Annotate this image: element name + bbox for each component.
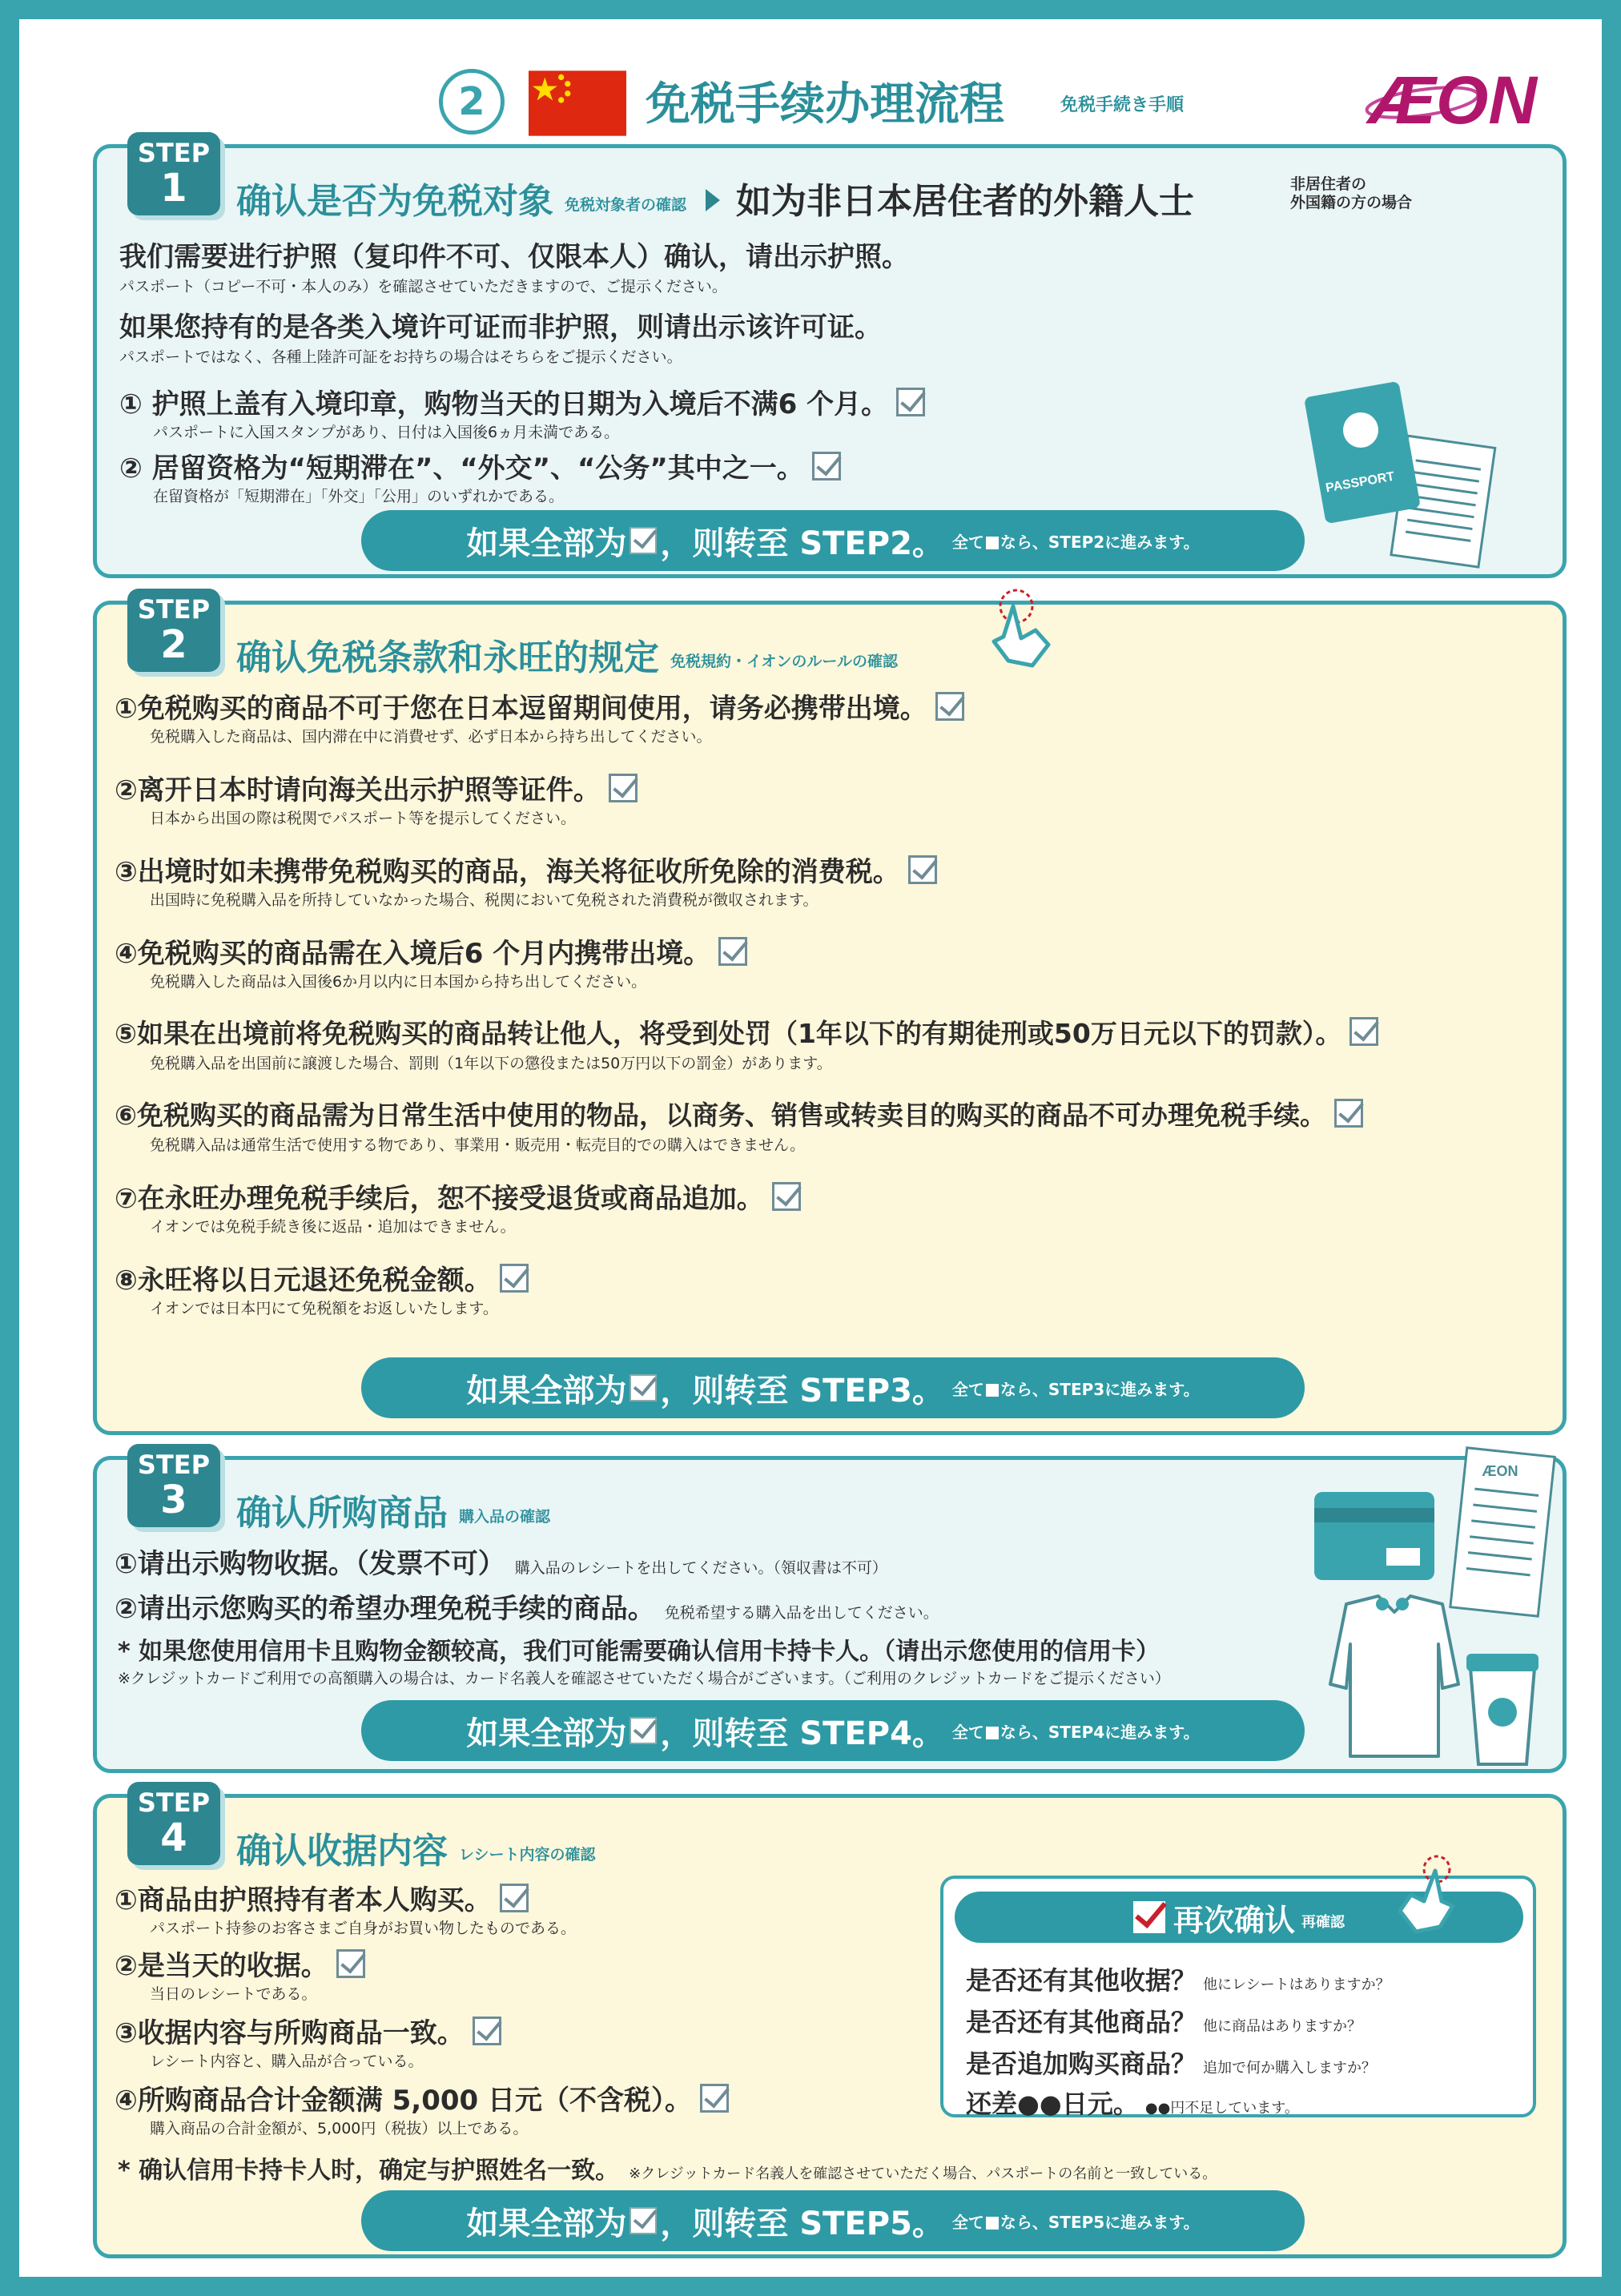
checkbox-icon	[1349, 1017, 1378, 1046]
step2-item-6-jp: 免税購入品は通常生活で使用する物であり、事業用・販売用・転売目的での購入はできません。	[150, 1136, 806, 1154]
step4-item-2-jp: 当日のレシートである。	[150, 1985, 317, 2003]
pointing-hand-icon	[1392, 1855, 1464, 1935]
step2-item-7: ⑦在永旺办理免税手续后，恕不接受退货或商品追加。	[115, 1176, 801, 1216]
step2-badge: STEP 2	[127, 589, 220, 672]
receipt-logo: ÆON	[1482, 1463, 1518, 1479]
step3-next-banner: 如果全部为 ，则转至 STEP4。 全て なら、STEP4に進みます。	[361, 1700, 1305, 1761]
step1-item-2: ② 居留资格为“短期滞在”、“外交”、“公务”其中之一。	[119, 446, 841, 485]
checkbox-icon	[935, 692, 964, 721]
checkbox-icon	[908, 855, 937, 884]
step1-item-1: ① 护照上盖有入境印章，购物当天的日期为入境后不满6 个月。	[119, 382, 925, 421]
aeon-logo-text: ÆON	[1369, 62, 1537, 138]
step1-permit-text: 如果您持有的是各类入境许可证而非护照，则请出示该许可证。	[119, 312, 882, 344]
step4-item-2: ②是当天的收据。	[115, 1944, 365, 1983]
arrow-right-icon	[706, 189, 720, 211]
aeon-logo	[1333, 61, 1573, 141]
recheck-q4: 还差●●日元。 ●●円不足しています。	[966, 2089, 1299, 2119]
checkbox-icon	[986, 1727, 999, 1739]
checkbox-icon	[700, 2084, 729, 2113]
recheck-header: 再次确认 再確認	[955, 1892, 1523, 1943]
step1-passport-text-jp: パスポート（コピー不可・本人のみ）を確認させていただきますので、ご提示ください。	[119, 278, 727, 296]
checkbox-icon	[896, 388, 925, 416]
step3-title: 确认所购商品 購入品の確認	[236, 1493, 551, 1534]
checkbox-icon	[609, 774, 638, 802]
checkbox-icon	[629, 527, 657, 554]
page-title: 免税手续办理流程	[646, 78, 1004, 131]
step1-permit-text-jp: パスポートではなく、各種上陸許可証をお持ちの場合はそちらをご提示ください。	[119, 348, 682, 366]
step1-section	[93, 138, 1567, 578]
checkbox-icon	[986, 1384, 999, 1397]
step2-item-1-jp: 免税購入した商品は、国内滞在中に消費せず、必ず日本から持ち出してください。	[150, 728, 712, 746]
checkbox-icon	[1334, 1099, 1363, 1128]
step2-item-2: ②离开日本时请向海关出示护照等证件。	[115, 768, 638, 807]
step1-item-1-jp: パスポートに入国スタンプがあり、日付は入国後6ヵ月未満である。	[153, 424, 620, 441]
step2-title: 确认免税条款和永旺的规定 免税規約・イオンのルールの確認	[236, 637, 899, 678]
step1-passport-text: 我们需要进行护照（复印件不可、仅限本人）确认，请出示护照。	[119, 241, 909, 273]
step-number-circle: 2	[439, 69, 505, 135]
step2-item-8: ⑧永旺将以日元退还免税金额。	[115, 1258, 529, 1297]
step2-item-7-jp: イオンでは免税手続き後に返品・追加はできません。	[150, 1218, 516, 1236]
step2-item-4: ④免税购买的商品需在入境后6 个月内携带出境。	[115, 931, 747, 971]
step3-note-jp: ※クレジットカードご利用での高額購入の場合は、カード名義人を確認させていただく場合がございます。（ご利用のクレジットカードをご提示ください）	[118, 1670, 1170, 1687]
step4-item-4-jp: 購入商品の合計金額が、5,000円（税抜）以上である。	[150, 2120, 529, 2137]
step2-item-6: ⑥免税购买的商品需为日常生活中使用的物品，以商务、销售或转卖目的购买的商品不可办理免税手续。	[115, 1095, 1363, 1132]
checkbox-icon	[473, 2017, 501, 2045]
checkbox-icon	[772, 1182, 801, 1211]
red-check-icon	[1133, 1901, 1165, 1933]
step4-item-1: ①商品由护照持有者本人购买。	[115, 1878, 529, 1917]
checkbox-icon	[500, 1884, 529, 1912]
recheck-panel	[940, 1876, 1536, 2117]
step4-item-3-jp: レシート内容と、購入品が合っている。	[150, 2053, 424, 2070]
step2-item-4-jp: 免税購入した商品は入国後6か月以内に日本国から持ち出してください。	[150, 973, 647, 991]
page-subtitle-jp: 免税手続き手順	[1060, 95, 1185, 115]
step4-item-3: ③收据内容与所购商品一致。	[115, 2011, 501, 2050]
checkbox-icon	[629, 2207, 657, 2234]
step1-badge: STEP 1	[127, 132, 220, 215]
checkbox-icon	[986, 537, 999, 549]
step3-item-1: ①请出示购物收据。（发票不可） 購入品のレシートを出してください。（領収書は不可）	[115, 1548, 887, 1580]
step1-item-2-jp: 在留資格が「短期滞在」「外交」「公用」のいずれかである。	[153, 488, 565, 505]
recheck-q3: 是否追加购买商品？ 追加で何か購入しますか？	[966, 2049, 1377, 2079]
step4-note: * 确认信用卡持卡人时，确定与护照姓名一致。 ※クレジットカード名義人を確認させていただく場合、パスポートの名前と一致している。	[118, 2157, 1217, 2185]
step4-item-1-jp: パスポート持参のお客さまご自身がお買い物したものである。	[150, 1920, 577, 1937]
step4-next-banner: 如果全部为 ，则转至 STEP5。 全て なら、STEP5に進みます。	[361, 2190, 1305, 2251]
step2-item-3-jp: 出国時に免税購入品を所持していなかった場合、税関において免税された消費税が徴収されます。	[150, 891, 819, 909]
step2-item-3: ③出境时如未携带免税购买的商品，海关将征收所免除的消费税。	[115, 850, 937, 889]
passport-illustration	[1298, 372, 1498, 573]
step2-section	[93, 594, 1567, 1435]
step2-item-8-jp: イオンでは日本円にて免税額をお返しいたします。	[150, 1300, 498, 1317]
step1-title2-jp: 非居住者の 外国籍の方の場合	[1290, 175, 1413, 211]
page	[19, 19, 1602, 2277]
step4-item-4: ④所购商品合计金额满 5,000 日元（不含税）。	[115, 2078, 729, 2117]
checkbox-icon	[812, 452, 841, 481]
step1-next-banner: 如果全部为 ，则转至 STEP2。 全て なら、STEP2に進みます。	[361, 510, 1305, 571]
checkbox-icon	[336, 1949, 365, 1978]
checkbox-icon	[629, 1374, 657, 1401]
step2-item-2-jp: 日本から出国の際は税関でパスポート等を提示してください。	[150, 810, 577, 827]
step3-note: * 如果您使用信用卡且购物金额较高，我们可能需要确认信用卡持卡人。（请出示您使用的信用卡）	[118, 1638, 1160, 1666]
passport-label: PASSPORT	[1324, 469, 1396, 496]
step3-item-2: ②请出示您购买的希望办理免税手续的商品。 免税希望する購入品を出してください。	[115, 1593, 939, 1625]
shopping-items-illustration	[1298, 1444, 1563, 1772]
step2-item-1: ①免税购买的商品不可于您在日本逗留期间使用，请务必携带出境。	[115, 686, 964, 726]
step3-badge: STEP 3	[127, 1444, 220, 1527]
step2-item-5: ⑤如果在出境前将免税购买的商品转让他人，将受到处罚（1年以下的有期徒刑或50万日元以下的罚款）。	[115, 1013, 1378, 1051]
pointing-hand-icon	[984, 589, 1056, 669]
checkbox-icon	[500, 1264, 529, 1293]
step4-badge: STEP 4	[127, 1782, 220, 1865]
recheck-q1: 是否还有其他收据？ 他にレシートはありますか？	[966, 1965, 1390, 1996]
checkbox-icon	[986, 2217, 999, 2230]
step4-title: 确认收据内容 レシート内容の確認	[236, 1831, 596, 1872]
china-flag-icon	[529, 70, 626, 136]
recheck-q2: 是否还有其他商品？ 他に商品はありますか？	[966, 2007, 1362, 2037]
step3-section	[93, 1450, 1567, 1773]
step1-title: 确认是否为免税对象 免税対象者の確認 如为非日本居住者的外籍人士	[236, 181, 1195, 222]
checkbox-icon	[718, 937, 747, 966]
step2-item-5-jp: 免税購入品を出国前に譲渡した場合、罰則（1年以下の懲役または50万円以下の罰金）があります。	[150, 1055, 832, 1072]
checkbox-icon	[629, 1717, 657, 1744]
step2-next-banner: 如果全部为 ，则转至 STEP3。 全て なら、STEP3に進みます。	[361, 1357, 1305, 1418]
